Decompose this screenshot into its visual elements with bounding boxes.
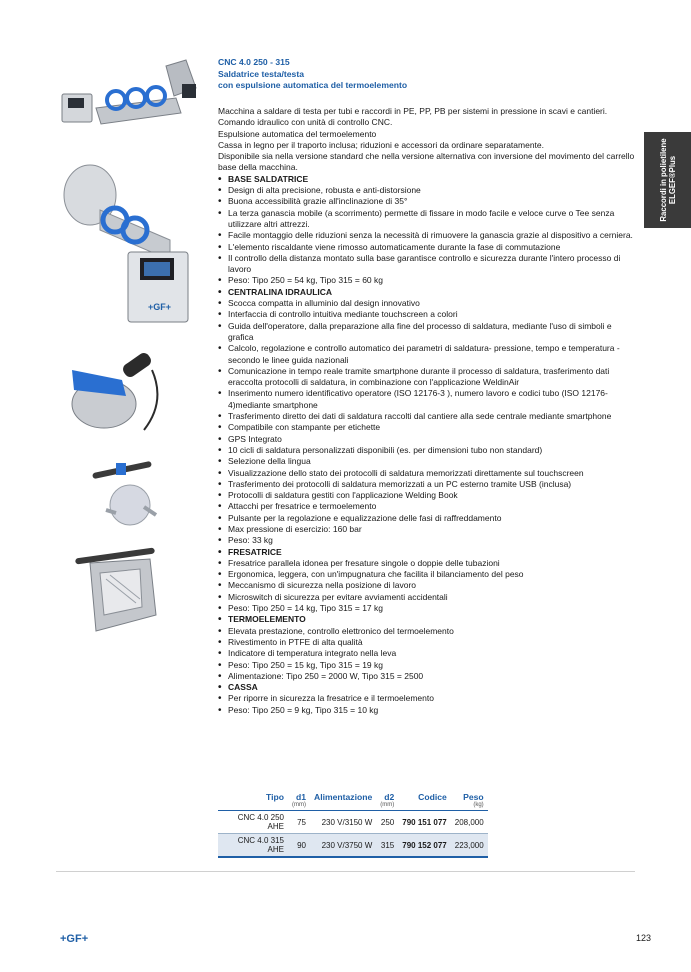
table-cell: 790 151 077 xyxy=(398,811,451,834)
list-item: • Indicatore di temperatura integrato nella leva xyxy=(218,648,638,659)
spec-table xyxy=(218,790,488,858)
list-item: • Trasferimento dei protocolli di saldatura memorizzati a un PC esterno tramite USB (inclusa) xyxy=(218,479,638,490)
title-line-feature: con espulsione automatica del termoelemento xyxy=(218,80,408,90)
list-item: • Rivestimento in PTFE di alta qualità xyxy=(218,637,638,648)
table-cell: 230 V/3750 W xyxy=(310,834,376,858)
list-item: • Meccanismo di sicurezza nella posizione di lavoro xyxy=(218,580,638,591)
list-item: • Peso: Tipo 250 = 54 kg, Tipo 315 = 60 kg xyxy=(218,275,638,286)
column-header: Peso xyxy=(463,792,484,802)
table-cell: 315 xyxy=(376,834,398,858)
welding-machine-image xyxy=(56,58,206,138)
list-item: • Max pressione di esercizio: 160 bar xyxy=(218,524,638,535)
section-heading: • CENTRALINA IDRAULICA xyxy=(218,287,638,298)
table-body xyxy=(218,811,488,858)
column-header: Tipo xyxy=(266,792,284,802)
column-unit: (mm) xyxy=(288,802,310,811)
table-row xyxy=(218,811,488,834)
column-unit: (mm) xyxy=(376,802,398,811)
column-unit xyxy=(218,802,288,811)
section-tab xyxy=(644,132,691,228)
list-item: • Fresatrice parallela idonea per fresature singole o doppie delle tubazioni xyxy=(218,558,638,569)
list-item: • Attacchi per fresatrice e termoelemento xyxy=(218,501,638,512)
table-cell: CNC 4.0 315 AHE xyxy=(218,834,288,858)
list-item: • Compatibile con stampante per etichette xyxy=(218,422,638,433)
table-row xyxy=(218,834,488,858)
intro-paragraph: Comando idraulico con unità di controllo CNC. xyxy=(218,117,393,128)
footer-divider xyxy=(56,871,635,872)
list-item: • Comunicazione in tempo reale tramite smartphone durante il processo di saldatura, trasferimento dati eraccolta protocolli di saldatura, in combinazione con l'applicazione WeldinAir xyxy=(218,366,638,389)
title-line-model: CNC 4.0 250 - 315 xyxy=(218,57,290,67)
column-header: Codice xyxy=(418,792,447,802)
list-item: • Trasferimento diretto dei dati di saldatura raccolti dal cantiere alla sede centrale mediante smartphone xyxy=(218,411,638,422)
list-item: • Peso: Tipo 250 = 15 kg, Tipo 315 = 19 kg xyxy=(218,660,638,671)
table-cell: 230 V/3150 W xyxy=(310,811,376,834)
intro-paragraph: Cassa in legno per il traporto inclusa; riduzioni e accessori da ordinare separatamente. xyxy=(218,139,545,150)
intro-paragraph: Espulsione automatica del termoelemento xyxy=(218,128,377,139)
table-cell: 75 xyxy=(288,811,310,834)
list-item: • Elevata prestazione, controllo elettronico del termoelemento xyxy=(218,626,638,637)
table-cell: 790 152 077 xyxy=(398,834,451,858)
table-cell: CNC 4.0 250 AHE xyxy=(218,811,288,834)
title-line-type: Saldatrice testa/testa xyxy=(218,68,304,79)
product-title xyxy=(218,57,407,92)
list-item: • Microswitch di sicurezza per evitare avviamenti accidentali xyxy=(218,592,638,603)
list-item: • Peso: Tipo 250 = 9 kg, Tipo 315 = 10 kg xyxy=(218,705,638,716)
section-heading: • CASSA xyxy=(218,682,638,693)
product-description xyxy=(218,106,638,716)
intro-text xyxy=(218,106,638,174)
list-item: • Selezione della lingua xyxy=(218,456,638,467)
column-unit xyxy=(398,802,451,811)
table-cell: 250 xyxy=(376,811,398,834)
gf-logo: +GF+ xyxy=(60,933,89,945)
table-cell: 223,000 xyxy=(451,834,488,858)
list-item: • Ergonomica, leggera, con un'impugnatura che facilita il bilanciamento del peso xyxy=(218,569,638,580)
list-item: • Buona accessibilità grazie all'inclinazione di 35° xyxy=(218,196,638,207)
list-item: • GPS Integrato xyxy=(218,434,638,445)
list-item: • Scocca compatta in alluminio dal design innovativo xyxy=(218,298,638,309)
hydraulic-unit-image xyxy=(60,150,200,335)
table-cell: 90 xyxy=(288,834,310,858)
list-item: • Visualizzazione dello stato dei protocolli di saldatura memorizzati direttamente sul touchscreen xyxy=(218,468,638,479)
table-units-row xyxy=(218,802,488,811)
list-item: • Protocolli di saldatura gestiti con l'applicazione Welding Book xyxy=(218,490,638,501)
section-heading: • BASE SALDATRICE xyxy=(218,174,638,185)
list-item: • Interfaccia di controllo intuitiva mediante touchscreen a colori xyxy=(218,309,638,320)
table-cell: 208,000 xyxy=(451,811,488,834)
svg-text:+GF+: +GF+ xyxy=(148,302,172,312)
intro-paragraph: Macchina a saldare di testa per tubi e raccordi in PE, PP, PB per sistemi in pressione in scavi e cantieri. xyxy=(218,106,608,116)
section-heading: • FRESATRICE xyxy=(218,547,638,558)
storage-case-image xyxy=(70,545,165,637)
list-item: • 10 cicli di saldatura personalizzati disponibili (es. per dimensioni tubo non standard) xyxy=(218,445,638,456)
list-item: • Guida dell'operatore, dalla preparazione alla fine del processo di saldatura, mediante l'uso di simboli e grafica xyxy=(218,321,638,344)
column-header: d1 xyxy=(295,792,306,802)
list-item: • Inserimento numero identificativo operatore (ISO 12176-3 ), numero lavoro e codici tubo (ISO 12176-4)mediante smartphone xyxy=(218,388,638,411)
feature-list xyxy=(218,174,638,716)
list-item: • Il controllo della distanza montato sulla base garantisce controllo e sicurezza durante l'intero processo di lavoro xyxy=(218,253,638,276)
list-item: • Facile montaggio delle riduzioni senza la necessità di rimuovere la ganascia grazie al dispositivo a cerniera. xyxy=(218,230,638,241)
column-unit xyxy=(310,802,376,811)
list-item: • L'elemento riscaldante viene rimosso automaticamente durante la fase di commutazione xyxy=(218,242,638,253)
section-heading: • TERMOELEMENTO xyxy=(218,614,638,625)
section-tab-label: Raccordi in polietilene ELGEF®Plus xyxy=(658,138,677,222)
list-item: • Design di alta precisione, robusta e anti-distorsione xyxy=(218,185,638,196)
list-item: • Per riporre in sicurezza la fresatrice e il termoelemento xyxy=(218,693,638,704)
table-header-row xyxy=(218,790,488,802)
heating-element-image xyxy=(86,455,166,535)
list-item: • La terza ganascia mobile (a scorrimento) permette di fissare in modo facile e veloce curve o Tee senza utilizzare altri attrezzi. xyxy=(218,208,638,231)
column-header: d2 xyxy=(384,792,395,802)
list-item: • Calcolo, regolazione e controllo automatico dei parametri di saldatura- pressione, tempo e temperatura - secondo le linee guida nazionali xyxy=(218,343,638,366)
list-item: • Peso: Tipo 250 = 14 kg, Tipo 315 = 17 kg xyxy=(218,603,638,614)
list-item: • Alimentazione: Tipo 250 = 2000 W, Tipo 315 = 2500 xyxy=(218,671,638,682)
column-header: Alimentazione xyxy=(314,792,373,802)
list-item: • Pulsante per la regolazione e equalizzazione delle fasi di raffreddamento xyxy=(218,513,638,524)
list-item: • Peso: 33 kg xyxy=(218,535,638,546)
page-number: 123 xyxy=(635,933,651,943)
intro-paragraph: Disponibile sia nella versione standard che nella versione alternativa con inversione del movimento del carrello base della macchina. xyxy=(218,151,635,173)
column-unit: (kg) xyxy=(451,802,488,811)
trimmer-tool-image xyxy=(62,340,167,440)
